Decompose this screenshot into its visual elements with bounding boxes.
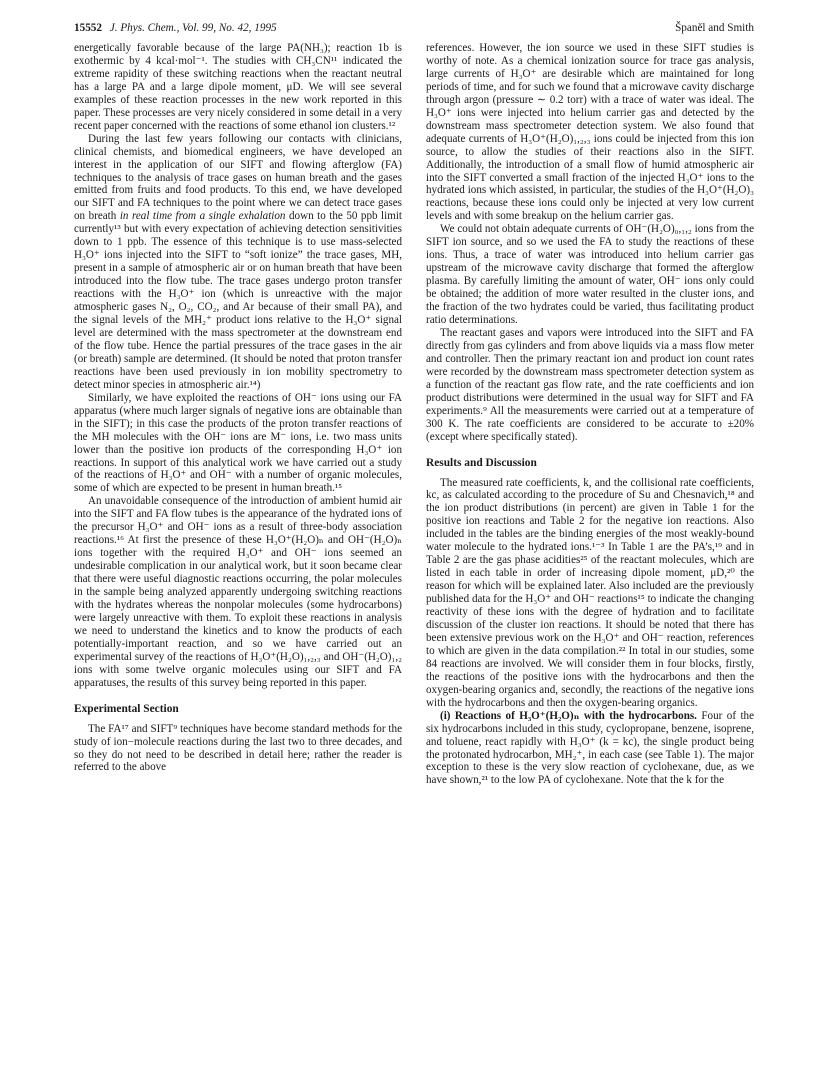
- paragraph: energetically favorable because of the large PA(NH₃); reaction 1b is exothermic by 4 kcal·mol⁻¹. The studies with CH₃CN¹¹ indicated the extreme rapidity of these switching reactions when the reactant neutral has a large PA and a large dipole moment, μD. We will see several examples of these reaction processes in the new work reported in this paper. These processes are very nicely considered in some detail in a very recent paper concerned with the reactions of some ethanol ion clusters.¹²: [74, 42, 402, 132]
- paragraph-text: Four of the six hydrocarbons included in this study, cyclopropane, benzene, isoprene, and toluene, react rapidly with H₃O⁺ (k = kc), the single product being the protonated hydrocarbon, MH₂⁺, in each case (see Table 1). The major exception to these is the very slow reaction of cyclohexane, due, as we have shown,²¹ to the low PA of cyclohexane. Note that the k for the: [426, 709, 754, 787]
- paragraph: The reactant gases and vapors were introduced into the SIFT and FA directly from gas cylinders and from above liquids via a mass flow meter and controller. Then the primary reactant ion and product ion count rates were recorded by the downstream mass spectrometer detection system as a function of the reactant gas flow rate, and the rate coefficients and ion product distributions were determined in the usual way for SIFT and FA experiments.⁹ All the measurements were carried out at a temperature of 300 K. The rate coefficients are considered to be accurate to ±20% (except where specifically stated).: [426, 326, 754, 443]
- paragraph: The FA¹⁷ and SIFT⁹ techniques have become standard methods for the study of ion−molecule reactions during the last two to three decades, and so they do not need to be described in detail here; rather the reader is referred to the above: [74, 722, 402, 774]
- paragraph: [74, 133, 402, 392]
- paragraph: An unavoidable consequence of the introduction of ambient humid air into the SIFT and FA flow tubes is the appearance of the hydrated ions of the precursor H₃O⁺ and OH⁻ ions as a result of three-body association reactions.¹⁶ At first the presence of these H₃O⁺(H₂O)ₙ and OH⁻(H₂O)ₙ ions together with the required H₃O⁺ and OH⁻ ions seemed an undesirable complication in our analytical work, but it soon became clear that there were useful diagnostic reactions occurring, the polar molecules in the sample being analyzed apparently undergoing switching reactions with the hydrates whereas the nonpolar molecules (some hydrocarbons) were largely unreactive with them. To exploit these reactions in analysis we need to understand the kinetics and to know the products of each potentially-important reaction, and so we have carried out an experimental survey of the reactions of H₃O⁺(H₂O)₁,₂,₃ and OH⁻(H₂O)₁,₂ ions with some twelve organic molecules using our SIFT and FA apparatuses, the results of this survey being reported in this paper.: [74, 495, 402, 689]
- paragraph-text: During the last few years following our contacts with clinicians, clinical chemists, and biomedical engineers, we have developed an interest in the application of our SIFT and flowing afterglow (FA) techniques to the analysis of trace gases on human breath and the gases emitted from fruits and food products. To this end, we have developed our SIFT and FA techniques to the point where we can detect trace gases on breath: [74, 132, 402, 223]
- section-heading-experimental: Experimental Section: [74, 702, 179, 715]
- running-authors: Španěl and Smith: [675, 22, 754, 34]
- page-header: [74, 22, 754, 40]
- paragraph: Similarly, we have exploited the reactions of OH⁻ ions using our FA apparatus (where much larger signals of negative ions are obtainable than in the SIFT); in this case the products of the proton transfer reactions of the MH molecules with the OH⁻ ions are M⁻ ions, i.e. two mass units lower than the positive ion products of the corresponding H₃O⁺ ion reactions. In support of this analytical work we have carried out a study of the reactions of H₃O⁺ and OH⁻ with a number of organic molecules, some of which are expected to be present in human breath.¹⁵: [74, 391, 402, 495]
- subsection-heading: (i) Reactions of H₃O⁺(H₂O)ₙ with the hydrocarbons.: [440, 709, 697, 722]
- paragraph: The measured rate coefficients, k, and the collisional rate coefficients, kc, as calculated according to the procedure of Su and Chesnavich,¹⁸ and the ion product distributions (in percent) are given in Table 1 for the positive ion reactions and Table 2 for the negative ion reactions. Also included in the tables are the binding energies of the most weakly-bound water molecule to the hydrated ions.¹⁻³ In Table 1 are the PA’s,¹⁹ and in Table 2 are the gas phase acidities²⁵ of the reactant molecules, which are listed in each table in order of increasing dipole moment, μD,²⁰ the reason for which will be explained later. Also included are the previously published data for the H₃O⁺ and OH⁻ reactions¹⁵ to indicate the changing reactivity of these ions with the degree of hydration and to facilitate discussion of the cluster ion reactions. It should be noted that there has been extensive previous work on the H₃O⁺ and OH⁻ reaction, references to which are given in the data compilation.²² In total in our studies, some 84 reactions are involved. We will consider them in four blocks, firstly, the reactions of the positive ions with the hydrocarbons and then the oxygen-bearing organics and, secondly, the reactions of the negative ions with the hydrocarbons and then the oxygen-bearing organics.: [426, 476, 754, 709]
- section-heading-results: Results and Discussion: [426, 456, 537, 469]
- italic-phrase: in real time from a single exhalation: [119, 210, 286, 223]
- page-number: 15552: [74, 22, 102, 34]
- paragraph: references. However, the ion source we used in these SIFT studies is worthy of note. As a chemical ionization source for trace gas analysis, large currents of H₃O⁺ are desirable which are maintained for long periods of time, and for such we found that a microwave cavity discharge through argon (pressure ∼ 0.2 torr) with a trace of water was ideal. The H₃O⁺ ions were injected into helium carrier gas and detected by the downstream mass spectrometer detection system. We also found that adequate currents of H₃O⁺(H₂O)₁,₂,₃ ions could be injected from this ion source, to allow the studies of their reactions also in the SIFT. Additionally, the introduction of a small flow of humid atmospheric air into the SIFT converted a small fraction of the injected H₃O⁺ ions to the hydrated ions which assisted, in particular, the studies of the H₃O⁺(H₂O)₃ reactions, because these ions could only be injected at very low current levels and with some breakup on the helium carrier gas.: [426, 42, 754, 223]
- right-column: [426, 42, 754, 787]
- paragraph: We could not obtain adequate currents of OH⁻(H₂O)₀,₁,₂ ions from the SIFT ion source, and so we used the FA to study the reactions of these ions. Thus, a trace of water was introduced into helium carrier gas upstream of the microwave cavity discharge that formed the afterglow plasma. By carefully limiting the amount of water, OH⁻ ions only could be obtained; the addition of more water resulted in the cluster ions, and the fraction of the two hydrates could be varied, thus facilitating product ratio determinations.: [426, 223, 754, 327]
- journal-citation: J. Phys. Chem., Vol. 99, No. 42, 1995: [109, 22, 277, 34]
- paragraph-text: down to the 50 ppb limit currently¹³ but with every expectation of achieving detection sensitivities down to 1 ppb. The essence of this technique is to use mass-selected H₃O⁺ ions injected into the SIFT to “soft ionize” the trace gases, MH, present in a sample of atmospheric air or on human breath that have been introduced into the flow tube. The trace gases undergo proton transfer reactions with the H₃O⁺ ion (which is unreactive with the major atmospheric gases N₂, O₂, CO₂, and Ar because of their small PA), and the signal levels of the MH₂⁺ product ions relative to the H₃O⁺ signal level are determined with the mass spectrometer at the downstream end of the flow tube. Hence the partial pressures of the trace gases in the air (or breath) sample are determined. (It should be noted that proton transfer reactions have been used previously in ion mobility spectrometry to detect minor species in atmospheric air.¹⁴): [74, 210, 403, 391]
- paragraph: [426, 710, 754, 788]
- left-column: [74, 42, 402, 774]
- header-left: [74, 22, 277, 34]
